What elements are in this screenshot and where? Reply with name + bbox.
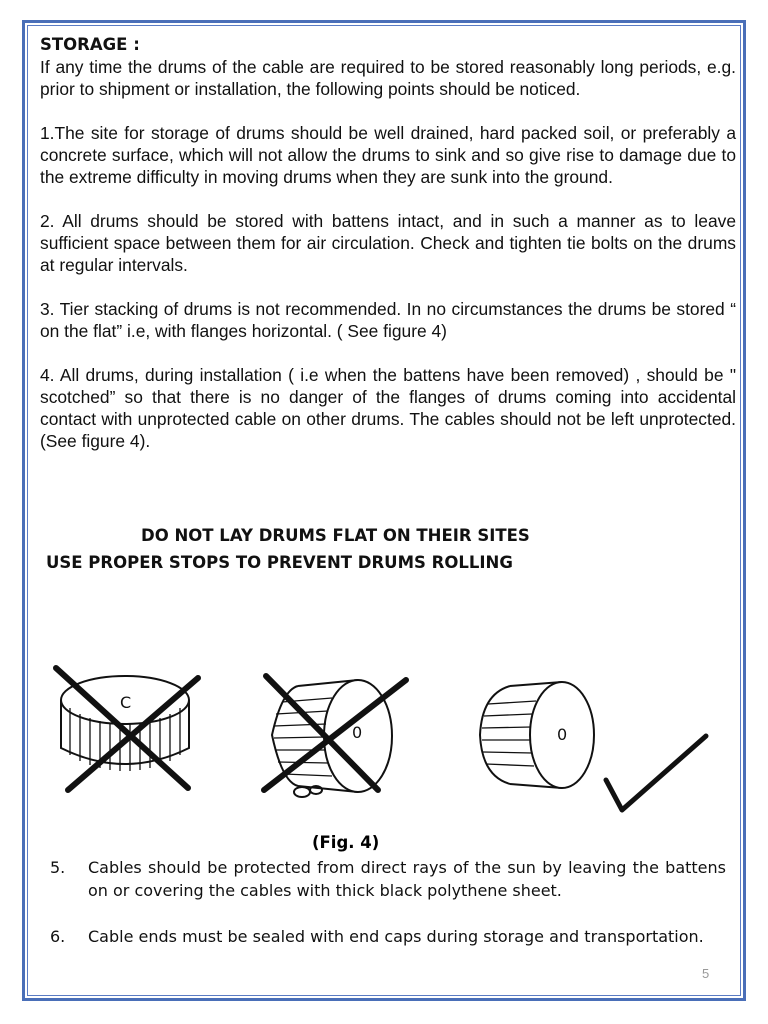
storage-heading: STORAGE : [40, 35, 140, 54]
drum-3-label: 0 [557, 725, 568, 744]
warning-line-1: DO NOT LAY DRUMS FLAT ON THEIR SITES [141, 526, 530, 545]
storage-point-1: 1.The site for storage of drums should be well drained, hard packed soil, or preferably a concrete surface, which will not allow the drums to sink and so give rise to damage due to the extreme difficulty in moving drums when they are sunk into the ground. [40, 123, 736, 187]
storage-point-2: 2. All drums should be stored with battens intact, and in such a manner as to leave sufficient space between them for air circulation. Check and tighten tie bolts on the drums at regular intervals. [40, 211, 736, 275]
storage-list [50, 856, 726, 971]
list-item-text: Cable ends must be sealed with end caps during storage and transportation. [88, 927, 704, 946]
drum-2-label: 0 [352, 723, 363, 742]
list-item-text: Cables should be protected from direct rays of the sun by leaving the battens on or covering the cables with thick black polythene sheet. [88, 858, 726, 900]
checkmark-icon [606, 736, 706, 810]
storage-point-4: 4. All drums, during installation ( i.e when the battens have been removed) , should be " scotched” so that there is no danger of the flanges of drums coming into accidental contact with unprotected cable on other drums. The cables should not be left unprotected. (See figure 4). [40, 365, 736, 451]
page-number: 5 [702, 966, 710, 981]
list-item [50, 925, 726, 948]
list-item-number: 5. [50, 858, 66, 877]
figure-caption: (Fig. 4) [312, 833, 380, 852]
storage-intro: If any time the drums of the cable are required to be stored reasonably long periods, e.g. prior to shipment or installation, the following points should be noticed. [40, 57, 736, 99]
drum-1-label: C [120, 693, 132, 712]
storage-section [40, 34, 736, 474]
drum-storage-figure [50, 640, 730, 820]
list-item [50, 856, 726, 902]
warning-line-2: USE PROPER STOPS TO PREVENT DRUMS ROLLING [46, 553, 513, 572]
storage-point-3: 3. Tier stacking of drums is not recommended. In no circumstances the drums be stored “ on the flat” i.e, with flanges horizontal. ( See figure 4) [40, 299, 736, 341]
correct-drum-illustration [480, 682, 594, 788]
list-item-number: 6. [50, 927, 66, 946]
